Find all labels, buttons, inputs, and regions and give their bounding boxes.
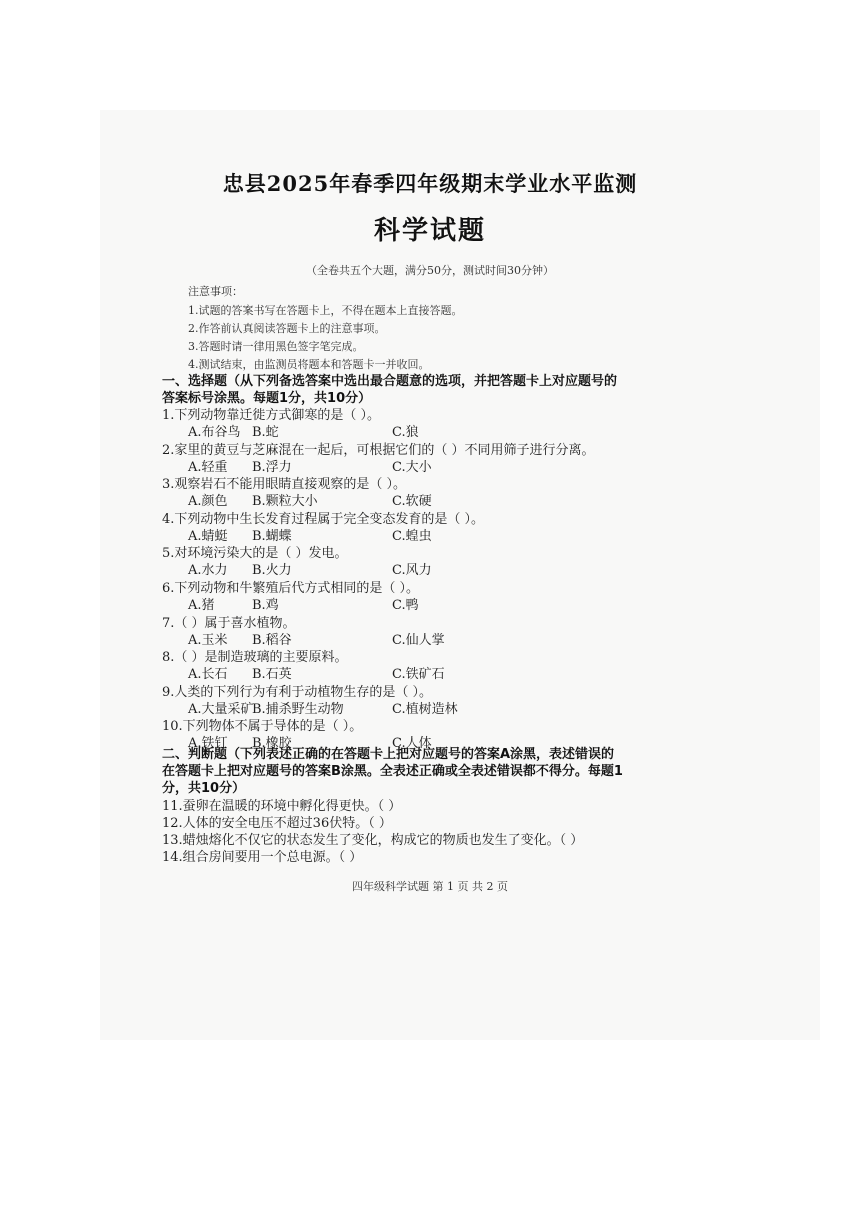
question-stem: 1.下列动物靠迁徙方式御寒的是（ ）。 <box>162 408 381 423</box>
option-a: A.水力 <box>188 563 228 579</box>
note-item: 1.试题的答案书写在答题卡上，不得在题本上直接答题。 <box>188 304 463 317</box>
question-stem: 6.下列动物和牛繁殖后代方式相同的是（ ）。 <box>162 581 420 596</box>
section1-heading: 一、选择题（从下列备选答案中选出最合题意的选项，并把答题卡上对应题号的 <box>162 374 618 389</box>
section2-heading-cont: 分，共10分） <box>162 781 246 796</box>
option-c: C.风力 <box>392 563 432 579</box>
option-b: B.蝴蝶 <box>252 528 292 544</box>
judgment-question: 11.蚕卵在温暖的环境中孵化得更快。（ ） <box>162 799 402 814</box>
exam-subtitle: 科学试题 <box>373 216 486 246</box>
question-stem: 9.人类的下列行为有利于动植物生存的是（ ）。 <box>162 684 433 700</box>
question-stem: 8.（ ）是制造玻璃的主要原料。 <box>162 650 348 666</box>
option-a: A.蜻蜓 <box>188 528 228 544</box>
note-item: 3.答题时请一律用黑色签字笔完成。 <box>188 340 364 353</box>
option-a: A.长石 <box>188 667 228 683</box>
option-c: C.软硬 <box>392 494 432 510</box>
section2-heading-cont: 在答题卡上把对应题号的答案B涂黑。全表述正确或全表述错误都不得分。每题1 <box>162 764 623 779</box>
option-a: A.大量采矿 <box>188 701 254 717</box>
question-stem: 5.对环境污染大的是（ ）发电。 <box>162 546 348 562</box>
note-item: 4.测试结束，由监测员将题本和答题卡一并收回。 <box>188 358 430 371</box>
section2-heading: 二、判断题（下列表述正确的在答题卡上把对应题号的答案A涂黑，表述错误的 <box>162 747 615 762</box>
option-b: B.火力 <box>252 563 292 579</box>
question-stem: 2.家里的黄豆与芝麻混在一起后，可根据它们的（ ）不同用筛子进行分离。 <box>162 442 595 458</box>
option-c: C.狼 <box>392 425 419 440</box>
option-b: B.捕杀野生动物 <box>252 701 344 717</box>
option-c: C.人体 <box>392 736 432 752</box>
option-a: A.轻重 <box>188 459 228 475</box>
option-c: C.鸭 <box>392 598 419 613</box>
option-a: A.布谷鸟 <box>188 425 241 440</box>
option-b: B.鸡 <box>252 598 279 613</box>
question-stem: 10.下列物体不属于导体的是（ ）。 <box>162 719 363 735</box>
option-a: A.铁钉 <box>188 736 228 752</box>
option-c: C.铁矿石 <box>392 667 445 683</box>
section1-heading-cont: 答案标号涂黑。每题1分，共10分） <box>162 391 372 406</box>
judgment-question: 12.人体的安全电压不超过36伏特。（ ） <box>162 816 392 831</box>
option-c: C.大小 <box>392 459 432 475</box>
notes-heading: 注意事项： <box>188 285 243 298</box>
exam-title: 忠县2025年春季四年级期末学业水平监测 <box>222 171 638 196</box>
question-stem: 7.（ ）属于喜水植物。 <box>162 615 296 631</box>
option-b: B.石英 <box>252 667 292 683</box>
option-c: C.仙人掌 <box>392 632 445 648</box>
option-a: A.猪 <box>188 598 215 613</box>
option-c: C.蝗虫 <box>392 528 432 544</box>
judgment-question: 13.蜡烛熔化不仅它的状态发生了变化，构成它的物质也发生了变化。（ ） <box>162 833 584 848</box>
option-c: C.植树造林 <box>392 701 458 717</box>
option-b: B.蛇 <box>252 425 279 440</box>
judgment-question: 14.组合房间要用一个总电源。（ ） <box>162 850 363 865</box>
option-a: A.颜色 <box>188 494 228 510</box>
note-item: 2.作答前认真阅读答题卡上的注意事项。 <box>188 322 386 335</box>
question-stem: 3.观察岩石不能用眼睛直接观察的是（ ）。 <box>162 477 407 493</box>
exam-info: （全卷共五个大题，满分50分，测试时间30分钟） <box>306 264 554 277</box>
option-b: B.浮力 <box>252 459 292 475</box>
option-b: B.稻谷 <box>252 632 292 648</box>
option-b: B.颗粒大小 <box>252 494 318 510</box>
option-b: B.橡胶 <box>252 736 292 752</box>
question-stem: 4.下列动物中生长发育过程属于完全变态发育的是（ ）。 <box>162 511 485 527</box>
page-footer: 四年级科学试题 第 1 页 共 2 页 <box>352 880 508 893</box>
option-a: A.玉米 <box>188 632 228 648</box>
